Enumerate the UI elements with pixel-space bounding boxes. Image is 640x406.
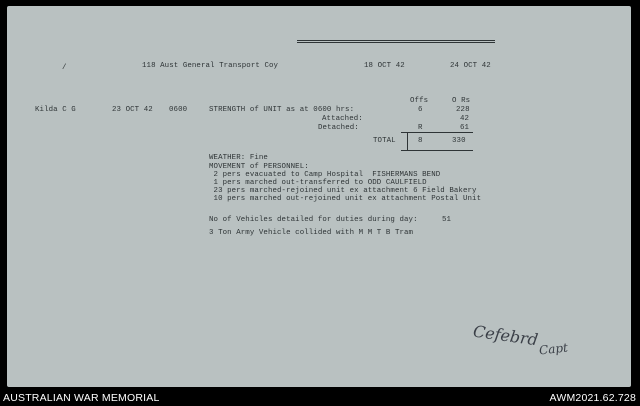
total-rule-bottom [401,150,473,151]
entry-date: 23 OCT 42 [112,106,153,114]
movement-line-3: 23 pers marched-rejoined unit ex attachment 6 Field Bakery [209,187,477,195]
strength-label: STRENGTH of UNIT as at 0600 hrs: [209,106,355,114]
header-mark: / [62,64,67,72]
total-label: TOTAL [373,137,396,145]
total-rule-vertical [407,133,408,151]
accident-note: 3 Ton Army Vehicle collided with M M T B Tram [209,229,414,237]
attached-ors: 42 [460,115,470,123]
vehicles-label: No of Vehicles detailed for duties during day: [209,216,418,224]
total-rule-top [401,132,473,133]
movement-line-4: 10 pers marched out-rejoined unit ex attachment Postal Unit [209,195,482,203]
header-rule-top [297,40,495,41]
strength-ors: 228 [456,106,470,114]
weather: WEATHER: Fine [209,154,268,162]
attached-label: Attached: [322,115,363,123]
detached-offrs: R [418,124,423,132]
total-ors: 330 [452,137,466,145]
col-ors-header: O Rs [452,97,471,105]
date-to: 24 OCT 42 [450,62,491,70]
header-rule-bottom [297,42,495,43]
strength-offrs: 6 [418,106,423,114]
detached-label: Detached: [318,124,359,132]
date-from: 18 OCT 42 [364,62,405,70]
signature-rank: Capt [538,340,569,358]
movement-line-2: 1 pers marched out-transferred to ODD CAULFIELD [209,179,427,187]
movement-heading: MOVEMENT of PERSONNEL: [209,163,309,171]
document-page [7,6,631,387]
entry-time: 0600 [169,106,188,114]
unit-name: 118 Aust General Transport Coy [142,62,279,70]
footer-accession: AWM2021.62.728 [549,392,636,404]
footer-source: AUSTRALIAN WAR MEMORIAL [3,392,160,404]
col-offrs-header: Offs [410,97,429,105]
total-offrs: 8 [418,137,423,145]
place: Kilda C G [35,106,76,114]
signature: Cefebrd [471,321,540,350]
movement-line-1: 2 pers evacuated to Camp Hospital FISHERMANS BEND [209,171,441,179]
vehicles-count: 51 [442,216,452,224]
detached-ors: 61 [460,124,470,132]
